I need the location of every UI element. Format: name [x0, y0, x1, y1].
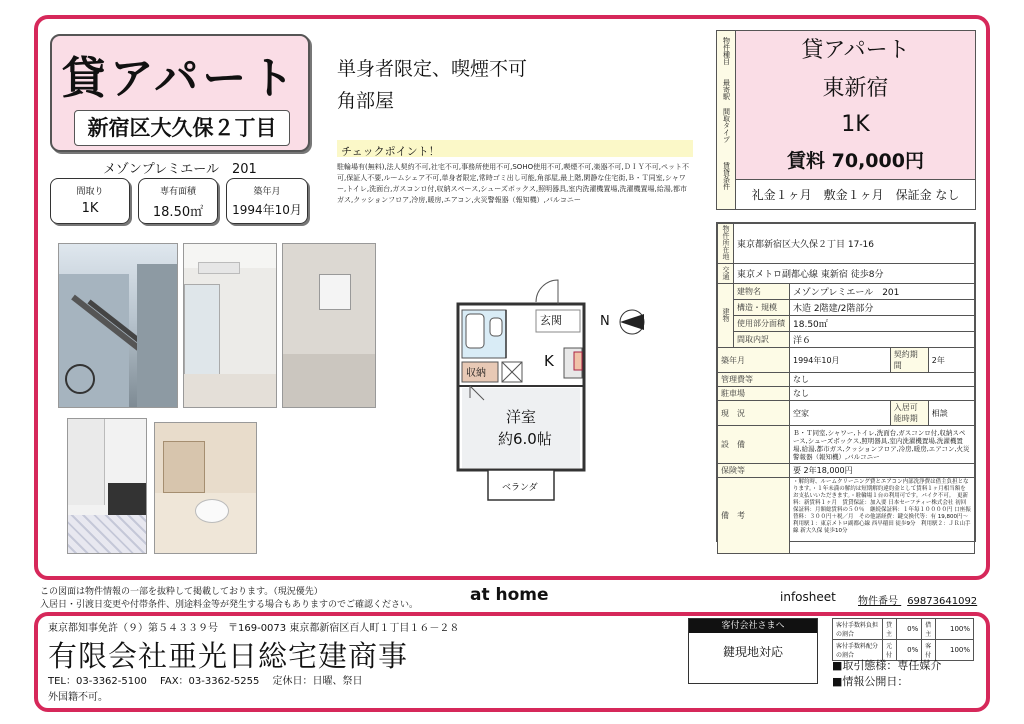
fee2-a-label: 元付 [883, 640, 897, 661]
area-value: 18.50㎡ [790, 316, 975, 332]
fee2-b-value: 100% [936, 640, 974, 661]
disclaimer-2: 入居日・引渡日変更や付帯条件、別途料金等が発生する場合もありますのでご確認ください。 [40, 600, 419, 610]
summary-label: 間取り [76, 187, 104, 197]
athome-logo [470, 585, 549, 605]
room-window-photo [183, 243, 277, 408]
right-summary [716, 30, 976, 210]
kitchen-photo [67, 418, 147, 554]
summary-area [138, 178, 218, 224]
layout-row [717, 107, 975, 144]
summary-row [50, 178, 310, 226]
fee1-a-value: 0% [897, 619, 922, 640]
fee2-label: 客付手数料配分の割合 [833, 640, 883, 661]
fee1-b-label: 借主 [922, 619, 936, 640]
checkpoint-title: チェックポイント！ [341, 145, 440, 158]
contract-label: 契約期間 [890, 348, 928, 373]
property-number [858, 592, 977, 607]
parking-label: 駐車場 [718, 387, 790, 401]
property-number-value: 69873641092 [907, 596, 978, 607]
room-size-label: 約6.0帖 [498, 430, 552, 448]
fee2-a-value: 0% [897, 640, 922, 661]
access-value: 東京メトロ副都心線 東新宿 徒歩8分 [734, 264, 975, 284]
summary-value: 18.50㎡ [152, 205, 204, 220]
room-interior-photo [282, 243, 376, 408]
fee-table [832, 618, 974, 661]
building-name: メゾンプレミエール 201 [103, 162, 257, 177]
area-box [74, 110, 290, 146]
status-label: 現 況 [718, 401, 790, 426]
client-box-header: 客付会社さまへ [689, 619, 817, 633]
kitchen-label: K [544, 352, 554, 370]
client-box [688, 618, 818, 684]
ins-label: 保険等 [718, 464, 790, 478]
address-label: 物件所在地 [722, 225, 730, 260]
right-details [716, 222, 976, 542]
athome-logo-text: at home [470, 585, 549, 605]
status-value: 空家 [790, 401, 891, 426]
notes-value: ・解約時、ルームクリーニング費とエアコン内部洗浄費は借主負担となります。・１年未満の解約は短期解約違約金として賃料１ヶ月相当額をお支払いいただきます。・駐輪場１台の利用可です。バイク不可。 更新料：新賃料１ヶ月 賃貸保証：加入要 日本セーフティー株式会社 初回保証料：月額総賃料の５０％ 継続保証料：１年毎１００００円 口座振替料：３００円＋税／月 その他諸経費：鍵交換代等：有 19,800円〜 利用駅１：東京メトロ副都心線 西早稲田 徒歩9分 利用駅２：ＪＲ山手線 新大久保 徒歩10分 [790, 478, 975, 554]
category-title: 貸アパート [61, 53, 299, 104]
notes-label: 備 考 [718, 478, 790, 554]
equip-value: Ｂ・Ｔ同室,シャワー,トイレ,洗面台,ガスコンロ付,収納スペース,シューズボックス,照明器具,室内洗濯機置場,洗濯機置場,給湯,都市ガス,クッションフロア,冷房,暖房,エアコン,火災警報器（報知機）,バルコニー [790, 426, 975, 464]
type-label: 物件種目 [717, 31, 736, 71]
summary-built [226, 178, 308, 224]
fee1-a-label: 貸主 [883, 619, 897, 640]
room-value: 洋６ [790, 332, 975, 348]
fee1-b-value: 100% [936, 619, 974, 640]
entrance-label: 玄関 [540, 314, 562, 327]
summary-layout [50, 178, 130, 224]
license-line: 東京都知事免許（９）第５４３３９号 〒169-0073 東京都新宿区百人町１丁目１６－２８ [48, 623, 460, 634]
address-value: 東京都新宿区大久保２丁目 17-16 [734, 224, 975, 264]
type-row [717, 31, 975, 72]
ins-value: 要 2年18,000円 [790, 464, 975, 478]
storage-label: 収納 [466, 368, 486, 379]
struct-value: 木造 2階建/2階部分 [790, 300, 975, 316]
summary-value: 1K [81, 201, 99, 216]
details-table [717, 223, 975, 554]
mgmt-label: 管理費等 [718, 373, 790, 387]
layout-value: 1K [736, 107, 975, 143]
veranda-label: ベランダ [502, 483, 538, 493]
area-title: 新宿区大久保２丁目 [87, 116, 277, 140]
movein-value: 相談 [928, 401, 974, 426]
conditions-row [717, 143, 975, 209]
deal-type: ■取引態様：専任媒介 [832, 659, 942, 672]
infosheet-label: infosheet [780, 590, 836, 604]
bname-value: メゾンプレミエール 201 [790, 284, 975, 300]
published-date: ■情報公開日： [832, 675, 909, 688]
movein-label: 入居可能時期 [890, 401, 928, 426]
type-value: 貸アパート [736, 31, 975, 71]
compass-n-label: N [600, 314, 610, 329]
room-label: 洋室 [506, 408, 537, 426]
bname-label: 建物名 [734, 284, 790, 300]
contact-line: TEL：03-3362-5100 FAX：03-3362-5255 定休日：日曜、祭日 [48, 676, 363, 687]
station-label: 最寄駅 [717, 71, 736, 107]
floor-plan [440, 270, 670, 510]
built-value: 1994年10月 [790, 348, 891, 373]
summary-label: 専有面積 [159, 187, 196, 197]
parking-value: なし [790, 387, 975, 401]
struct-label: 構造・規模 [734, 300, 790, 316]
contract-value: 2年 [928, 348, 974, 373]
foreign-note: 外国籍不可。 [48, 692, 108, 703]
property-number-label: 物件番号 [858, 596, 898, 607]
area-label: 使用部分面積 [734, 316, 790, 332]
conditions-label: 賃貸条件 [717, 143, 736, 209]
layout-label: 間取タイプ [717, 107, 736, 143]
built-label: 築年月 [718, 348, 790, 373]
checkpoint-title-bar [337, 140, 693, 157]
disclaimer-1: この図面は物件情報の一部を抜粋して掲載しております。（現況優先） [40, 587, 323, 597]
summary-label: 築年月 [253, 187, 281, 197]
summary-value: 1994年10月 [232, 203, 302, 217]
checkpoint-text: 駐輪場有(無料),法人契約不可,社宅不可,事務所使用不可,SOHO使用不可,喫煙不可,楽器不可,ＤＩＹ不可,ペット不可,保証人不要,ルームシェア不可,単身者限定,常時ゴミ出し可能,角部屋,最上階,閑静な住宅街,Ｂ・Ｔ同室,シャワー,トイレ,洗面台,ガスコンロ付,収納スペース,シューズボックス,照明器具,室内洗濯機置場,洗濯機置場,給湯,都市ガス,クッションフロア,冷房,暖房,エアコン,火災警報器（報知機）,バルコニー [337, 163, 689, 204]
station-row [717, 71, 975, 108]
mgmt-value: なし [790, 373, 975, 387]
rent-value: 賃料 70,000円 [736, 143, 975, 179]
bathroom-photo [154, 422, 257, 554]
equip-label: 設 備 [718, 426, 790, 464]
room-label: 間取内訳 [734, 332, 790, 348]
terms-value: 礼金１ヶ月 敷金１ヶ月 保証金 なし [736, 179, 975, 210]
fee1-label: 客付手数料負担の割合 [833, 619, 883, 640]
building-label: 建物 [722, 307, 730, 322]
station-value: 東新宿 [736, 71, 975, 107]
headline-1: 単身者限定、喫煙不可 [337, 58, 528, 80]
client-box-text: 鍵現地対応 [722, 645, 783, 659]
company-name: 有限会社亜光日総宅建商事 [48, 639, 409, 673]
fee2-b-label: 客付 [922, 640, 936, 661]
exterior-photo [58, 243, 178, 408]
title-block [50, 34, 310, 152]
headline-2: 角部屋 [337, 90, 395, 112]
access-label: 交通 [722, 265, 730, 280]
